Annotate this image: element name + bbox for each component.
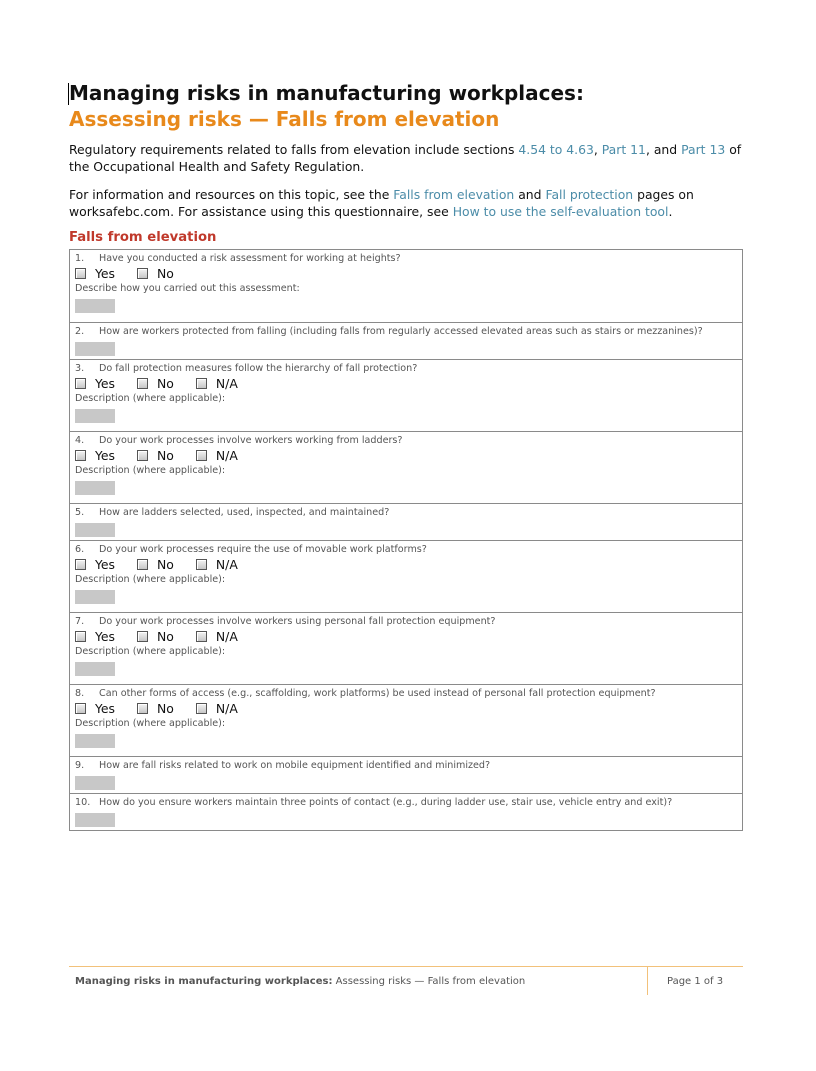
answer-field[interactable] <box>75 734 115 748</box>
question-text <box>75 613 737 628</box>
question-row-6 <box>70 540 742 612</box>
question-text <box>75 432 737 447</box>
question-number: 7. <box>75 616 85 627</box>
description-label: Description (where applicable): <box>75 718 226 729</box>
intro-text: , <box>593 142 602 157</box>
question-text <box>75 794 737 809</box>
answer-options <box>75 447 737 464</box>
option-na[interactable] <box>196 376 238 391</box>
option-label: N/A <box>215 376 238 391</box>
checkbox-na[interactable] <box>196 631 207 642</box>
option-na[interactable] <box>196 629 238 644</box>
question-text <box>75 323 737 338</box>
question-number: 3. <box>75 363 85 374</box>
option-no[interactable] <box>137 266 174 281</box>
question-row-3 <box>70 359 742 431</box>
answer-options <box>75 375 737 392</box>
section-heading: Falls from elevation <box>69 230 217 245</box>
checkbox-no[interactable] <box>137 268 148 279</box>
page-subtitle: Assessing risks — Falls from elevation <box>69 107 500 131</box>
checkbox-na[interactable] <box>196 559 207 570</box>
option-label: N/A <box>215 557 238 572</box>
question-text <box>75 541 737 556</box>
option-yes[interactable] <box>75 448 115 463</box>
question-number: 6. <box>75 544 85 555</box>
option-label: No <box>157 629 174 644</box>
footer-title-bold: Managing risks in manufacturing workplaces: <box>75 976 333 987</box>
link-part-11[interactable]: Part 11 <box>601 142 646 157</box>
option-label: No <box>157 448 174 463</box>
link-part-13[interactable]: Part 13 <box>681 142 726 157</box>
question-row-9 <box>70 756 742 793</box>
answer-options <box>75 700 737 717</box>
option-label: Yes <box>95 701 116 716</box>
intro-text: of the Occupational Health and Safety Regulation. <box>69 142 742 174</box>
answer-field[interactable] <box>75 481 115 495</box>
intro-text: , and <box>645 142 682 157</box>
option-no[interactable] <box>137 557 174 572</box>
option-yes[interactable] <box>75 266 115 281</box>
intro-text: For information and resources on this topic, see the <box>69 187 394 202</box>
checkbox-yes[interactable] <box>75 268 86 279</box>
answer-field[interactable] <box>75 590 115 604</box>
intro-text: and <box>514 187 546 202</box>
option-label: No <box>157 701 174 716</box>
option-na[interactable] <box>196 448 238 463</box>
question-label: How are workers protected from falling (including falls from regularly accessed elevated areas such as stairs or mezzanines)? <box>99 326 703 337</box>
option-label: Yes <box>95 376 116 391</box>
option-label: Yes <box>95 448 116 463</box>
option-label: No <box>157 376 174 391</box>
intro-text: pages on worksafebc.com. For assistance using this questionnaire, see <box>69 187 694 219</box>
question-label: Do your work processes require the use of movable work platforms? <box>99 544 427 555</box>
option-no[interactable] <box>137 448 174 463</box>
description-label: Description (where applicable): <box>75 465 226 476</box>
answer-field[interactable] <box>75 409 115 423</box>
checkbox-no[interactable] <box>137 450 148 461</box>
answer-options <box>75 628 737 645</box>
question-text <box>75 504 737 519</box>
question-label: Do your work processes involve workers using personal fall protection equipment? <box>99 616 496 627</box>
answer-field[interactable] <box>75 813 115 827</box>
intro-paragraph-1 <box>69 142 743 175</box>
option-label: N/A <box>215 701 238 716</box>
option-na[interactable] <box>196 557 238 572</box>
option-yes[interactable] <box>75 701 115 716</box>
footer-divider <box>647 967 648 995</box>
question-row-8 <box>70 684 742 756</box>
question-text <box>75 360 737 375</box>
intro-paragraph-2 <box>69 187 743 220</box>
description-label: Describe how you carried out this assessment: <box>75 283 300 294</box>
checkbox-yes[interactable] <box>75 631 86 642</box>
checkbox-no[interactable] <box>137 559 148 570</box>
question-number: 2. <box>75 326 85 337</box>
question-row-1 <box>70 250 742 322</box>
link-falls-from-elevation[interactable]: Falls from elevation <box>393 187 515 202</box>
description-label: Description (where applicable): <box>75 393 226 404</box>
checkbox-no[interactable] <box>137 378 148 389</box>
option-no[interactable] <box>137 376 174 391</box>
question-row-10 <box>70 793 742 830</box>
answer-options <box>75 556 737 573</box>
description-label: Description (where applicable): <box>75 646 226 657</box>
question-label: How are ladders selected, used, inspected, and maintained? <box>99 507 390 518</box>
option-label: No <box>157 266 174 281</box>
question-text <box>75 250 737 265</box>
intro-text: . <box>668 203 673 219</box>
option-label: N/A <box>215 448 238 463</box>
question-number: 8. <box>75 688 85 699</box>
link-fall-protection[interactable]: Fall protection <box>545 187 634 202</box>
answer-field[interactable] <box>75 299 115 313</box>
option-yes[interactable] <box>75 557 115 572</box>
question-text <box>75 685 737 700</box>
footer-title-rest: Assessing risks — Falls from elevation <box>332 976 526 987</box>
questionnaire-table <box>69 249 743 831</box>
question-number: 1. <box>75 253 85 264</box>
intro-text: Regulatory requirements related to falls from elevation include sections <box>69 142 519 157</box>
question-label: Have you conducted a risk assessment for working at heights? <box>99 253 401 264</box>
checkbox-no[interactable] <box>137 631 148 642</box>
answer-field[interactable] <box>75 342 115 356</box>
option-no[interactable] <box>137 701 174 716</box>
answer-field[interactable] <box>75 662 115 676</box>
question-number: 5. <box>75 507 85 518</box>
option-label: Yes <box>95 629 116 644</box>
option-no[interactable] <box>137 629 174 644</box>
question-label: Do fall protection measures follow the hierarchy of fall protection? <box>99 363 418 374</box>
document-page <box>69 80 743 831</box>
option-label: Yes <box>95 557 116 572</box>
page-footer <box>69 966 743 997</box>
option-label: N/A <box>215 629 238 644</box>
checkbox-yes[interactable] <box>75 703 86 714</box>
footer-title <box>75 976 525 987</box>
question-label: Do your work processes involve workers working from ladders? <box>99 435 403 446</box>
checkbox-na[interactable] <box>196 450 207 461</box>
option-label: No <box>157 557 174 572</box>
answer-options <box>75 265 737 282</box>
checkbox-yes[interactable] <box>75 378 86 389</box>
question-number: 4. <box>75 435 85 446</box>
question-label: How are fall risks related to work on mobile equipment identified and minimized? <box>99 760 491 771</box>
description-label: Description (where applicable): <box>75 574 226 585</box>
checkbox-na[interactable] <box>196 378 207 389</box>
link-sections-4-54-to-4-63[interactable]: 4.54 to 4.63 <box>518 142 594 157</box>
question-label: Can other forms of access (e.g., scaffolding, work platforms) be used instead of personal fall protection equipment? <box>99 688 656 699</box>
question-row-5 <box>70 503 742 540</box>
option-label: Yes <box>95 266 116 281</box>
page-title: Managing risks in manufacturing workplaces: <box>69 81 584 105</box>
option-na[interactable] <box>196 701 238 716</box>
answer-field[interactable] <box>75 523 115 537</box>
checkbox-yes[interactable] <box>75 559 86 570</box>
page-number: Page 1 of 3 <box>667 976 724 987</box>
question-row-7 <box>70 612 742 684</box>
option-yes[interactable] <box>75 376 115 391</box>
question-label: How do you ensure workers maintain three points of contact (e.g., during ladder use, stair use, vehicle entry and exit)? <box>99 797 673 808</box>
question-number: 10. <box>75 797 91 808</box>
question-row-2 <box>70 322 742 359</box>
answer-field[interactable] <box>75 776 115 790</box>
checkbox-no[interactable] <box>137 703 148 714</box>
question-text <box>75 757 737 772</box>
checkbox-na[interactable] <box>196 703 207 714</box>
checkbox-yes[interactable] <box>75 450 86 461</box>
question-row-4 <box>70 431 742 503</box>
option-yes[interactable] <box>75 629 115 644</box>
question-number: 9. <box>75 760 85 771</box>
link-self-evaluation-tool[interactable]: How to use the self-evaluation tool <box>452 203 669 219</box>
